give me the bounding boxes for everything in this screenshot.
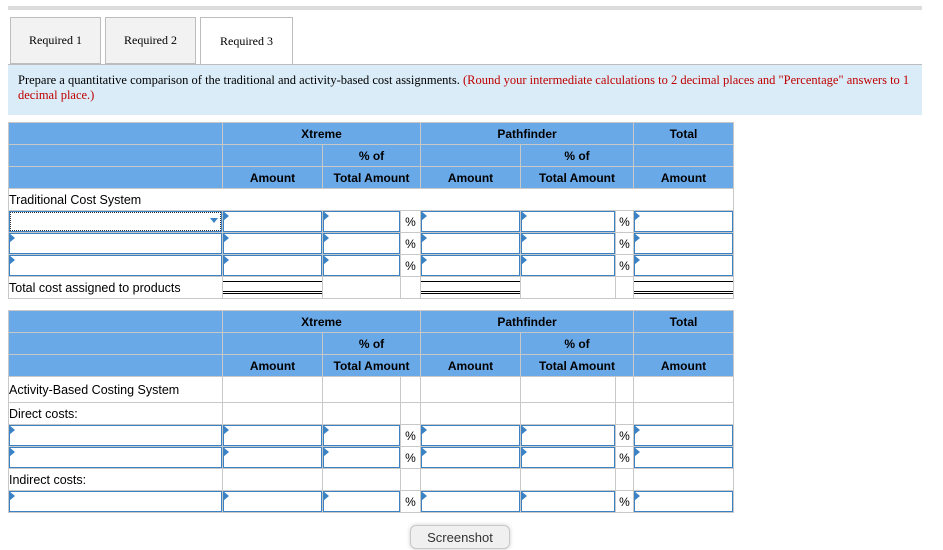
pct-sign: % xyxy=(401,447,421,469)
comparison-table xyxy=(8,122,734,513)
instructions-panel xyxy=(8,64,922,115)
pct-sign: % xyxy=(616,255,634,277)
xtreme-amount-input[interactable] xyxy=(223,211,323,233)
total-amount-input[interactable] xyxy=(634,447,734,469)
pathfinder-pct-input[interactable] xyxy=(521,447,616,469)
table-row xyxy=(9,447,734,469)
total-amount-input[interactable] xyxy=(634,425,734,447)
xtreme-pct-input[interactable] xyxy=(323,211,401,233)
header-total-amount: Total Amount xyxy=(521,167,634,189)
top-divider xyxy=(8,6,922,10)
xtreme-amount-input[interactable] xyxy=(223,447,323,469)
tab-required-3[interactable]: Required 3 xyxy=(200,17,293,65)
xtreme-amount-input[interactable] xyxy=(223,233,323,255)
rounding-note: (Round your intermediate calculations to 2 decimal places and "Percentage" answers to 1 decimal place.) xyxy=(18,73,910,102)
xtreme-amount-input[interactable] xyxy=(223,491,323,513)
header-amount: Amount xyxy=(634,355,734,377)
screenshot-button[interactable]: Screenshot xyxy=(410,525,510,549)
pct-sign: % xyxy=(616,491,634,513)
traditional-cost-label: Traditional Cost System xyxy=(9,189,734,211)
pathfinder-amount-input[interactable] xyxy=(421,447,521,469)
table-row xyxy=(9,233,734,255)
table-row xyxy=(9,211,734,233)
abc-label: Activity-Based Costing System xyxy=(9,377,223,403)
row-label-input[interactable] xyxy=(9,447,223,469)
pathfinder-pct-input[interactable] xyxy=(521,255,616,277)
xtreme-total-cell xyxy=(223,277,323,299)
table-row xyxy=(9,491,734,513)
total-amount-input[interactable] xyxy=(634,233,734,255)
xtreme-pct-input[interactable] xyxy=(323,233,401,255)
header-total: Total xyxy=(634,311,734,333)
xtreme-pct-input[interactable] xyxy=(323,491,401,513)
table-row xyxy=(9,469,734,491)
pct-sign: % xyxy=(401,425,421,447)
indirect-costs-label: Indirect costs: xyxy=(9,469,223,491)
header-total-amount: Total Amount xyxy=(323,355,421,377)
row-label-input[interactable] xyxy=(9,255,223,277)
header-amount: Amount xyxy=(421,355,521,377)
pathfinder-pct-input[interactable] xyxy=(521,233,616,255)
xtreme-pct-input[interactable] xyxy=(323,447,401,469)
row-label-input[interactable] xyxy=(9,233,223,255)
pathfinder-total-cell xyxy=(421,277,521,299)
row-label-input[interactable] xyxy=(9,491,223,513)
header-total-amount: Total Amount xyxy=(521,355,634,377)
header-pct-of: % of xyxy=(323,333,421,355)
table-row xyxy=(9,277,734,299)
pathfinder-amount-input[interactable] xyxy=(421,211,521,233)
header-pct-of: % of xyxy=(521,333,634,355)
pct-sign: % xyxy=(616,233,634,255)
row-label-input[interactable] xyxy=(9,425,223,447)
header-pct-of: % of xyxy=(323,145,421,167)
pathfinder-pct-input[interactable] xyxy=(521,425,616,447)
header-blank xyxy=(9,123,223,145)
tab-required-2[interactable]: Required 2 xyxy=(105,17,196,64)
header-pct-of: % of xyxy=(521,145,634,167)
row-label-select[interactable] xyxy=(9,211,223,233)
header-amount: Amount xyxy=(223,355,323,377)
xtreme-amount-input[interactable] xyxy=(223,255,323,277)
pathfinder-amount-input[interactable] xyxy=(421,255,521,277)
grand-total-cell xyxy=(634,277,734,299)
pathfinder-pct-input[interactable] xyxy=(521,211,616,233)
pct-sign: % xyxy=(616,425,634,447)
header-pathfinder: Pathfinder xyxy=(421,311,634,333)
instructions-text: Prepare a quantitative comparison of the traditional and activity-based cost assignments. xyxy=(18,73,460,87)
chevron-down-icon xyxy=(210,218,218,223)
pct-sign: % xyxy=(401,491,421,513)
table-row xyxy=(9,377,734,403)
table-row xyxy=(9,425,734,447)
pct-sign: % xyxy=(616,211,634,233)
total-cost-label: Total cost assigned to products xyxy=(9,277,223,299)
tab-required-1[interactable]: Required 1 xyxy=(10,17,101,64)
header-pathfinder: Pathfinder xyxy=(421,123,634,145)
xtreme-pct-input[interactable] xyxy=(323,255,401,277)
pathfinder-amount-input[interactable] xyxy=(421,491,521,513)
pathfinder-amount-input[interactable] xyxy=(421,425,521,447)
pathfinder-amount-input[interactable] xyxy=(421,233,521,255)
header-amount: Amount xyxy=(223,167,323,189)
header-amount: Amount xyxy=(421,167,521,189)
pct-sign: % xyxy=(616,447,634,469)
pct-sign: % xyxy=(401,255,421,277)
total-amount-input[interactable] xyxy=(634,491,734,513)
xtreme-amount-input[interactable] xyxy=(223,425,323,447)
table-row xyxy=(9,403,734,425)
header-total-amount: Total Amount xyxy=(323,167,421,189)
header-amount: Amount xyxy=(634,167,734,189)
xtreme-pct-input[interactable] xyxy=(323,425,401,447)
header-total: Total xyxy=(634,123,734,145)
total-amount-input[interactable] xyxy=(634,255,734,277)
header-xtreme: Xtreme xyxy=(223,123,421,145)
total-amount-input[interactable] xyxy=(634,211,734,233)
direct-costs-label: Direct costs: xyxy=(9,403,223,425)
pct-sign: % xyxy=(401,233,421,255)
pathfinder-pct-input[interactable] xyxy=(521,491,616,513)
header-xtreme: Xtreme xyxy=(223,311,421,333)
table-row xyxy=(9,255,734,277)
pct-sign: % xyxy=(401,211,421,233)
